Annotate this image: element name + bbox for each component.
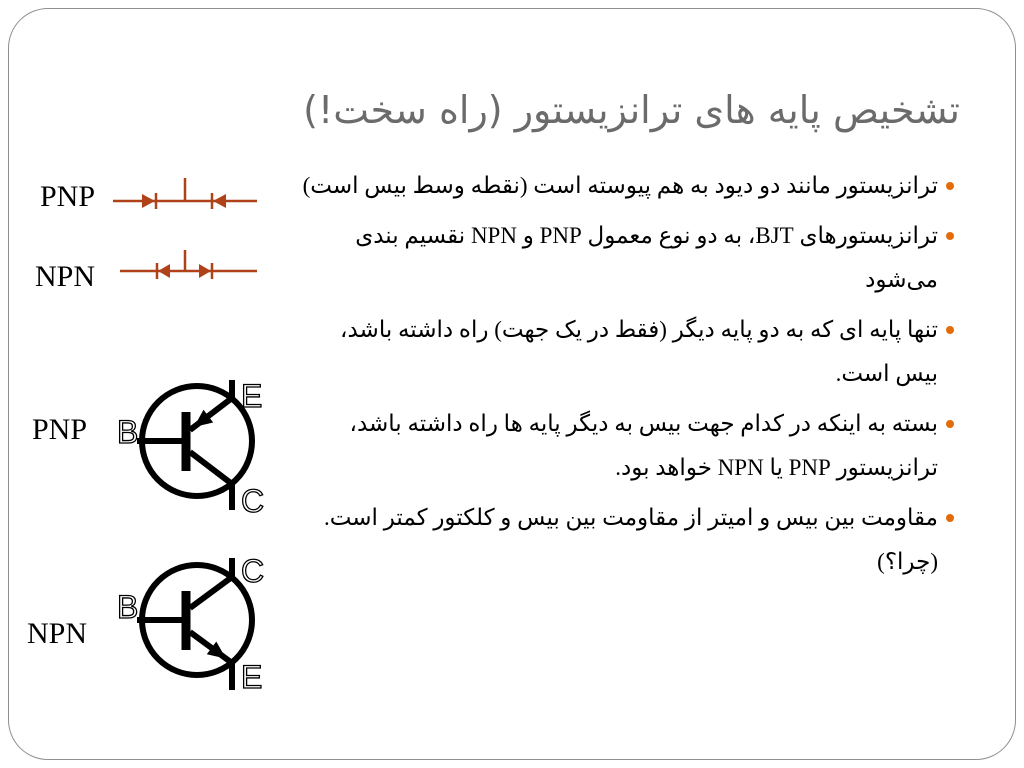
symbol-pnp-label: PNP (32, 413, 88, 446)
bullet-item (296, 496, 962, 584)
diode-arrow-icon (213, 194, 226, 208)
bullet-dot-icon (946, 420, 954, 428)
diode-arrow-icon (158, 264, 170, 278)
bullet-marker (938, 214, 962, 258)
bullet-dot-icon (946, 182, 954, 190)
diode-model-pnp (40, 178, 257, 213)
diagram-panel (0, 0, 300, 768)
emitter-lead (190, 632, 232, 690)
diode-model-pnp-label: PNP (40, 180, 96, 213)
diode-arrow-icon (142, 194, 155, 208)
symbol-npn-collector-label: C (241, 553, 265, 589)
bullet-text: ترانزیستورهای BJT، به دو نوع معمول PNP و NPN نقسیم بندی می‌شود (355, 223, 938, 292)
slide-title: تشخیص پایه های ترانزیستور (راه سخت!) (303, 88, 960, 132)
bullet-text: مقاومت بین بیس و امیتر از مقاومت بین بیس و کلکتور کمتر است.(چرا؟) (323, 505, 938, 574)
bullet-marker (938, 496, 962, 540)
symbol-pnp-emitter-label: E (241, 378, 263, 414)
transistor-symbol-npn (27, 553, 264, 695)
bullet-item (296, 214, 962, 302)
diode-model-npn (35, 250, 257, 293)
transistor-symbol-pnp (32, 378, 264, 519)
bullet-marker (938, 308, 962, 352)
bullet-marker (938, 402, 962, 446)
bullet-item (296, 402, 962, 490)
diode-arrow-icon (199, 264, 211, 278)
bullet-item (296, 308, 962, 396)
bullet-list (296, 164, 962, 590)
bullet-dot-icon (946, 326, 954, 334)
collector-lead (190, 452, 232, 510)
bullet-text: ترانزیستور مانند دو دیود به هم پیوسته است (نقطه وسط بیس است) (302, 173, 938, 198)
bullet-text: تنها پایه ای که به دو پایه دیگر (فقط در یک جهت) راه داشته باشد، بیس است. (340, 317, 938, 386)
symbol-pnp-collector-label: C (241, 483, 265, 519)
bullet-dot-icon (946, 514, 954, 522)
diode-model-npn-label: NPN (35, 260, 96, 293)
bullet-text: بسته به اینکه در کدام جهت بیس به دیگر پایه ها راه داشته باشد، ترانزیستور PNP یا NPN خواهد بود. (349, 411, 938, 480)
symbol-npn-base-label: B (117, 589, 139, 625)
bullet-dot-icon (946, 232, 954, 240)
bullet-marker (938, 164, 962, 208)
bullet-item (296, 164, 962, 208)
symbol-pnp-base-label: B (117, 414, 139, 450)
symbol-npn-emitter-label: E (241, 659, 263, 695)
symbol-npn-label: NPN (27, 617, 88, 650)
